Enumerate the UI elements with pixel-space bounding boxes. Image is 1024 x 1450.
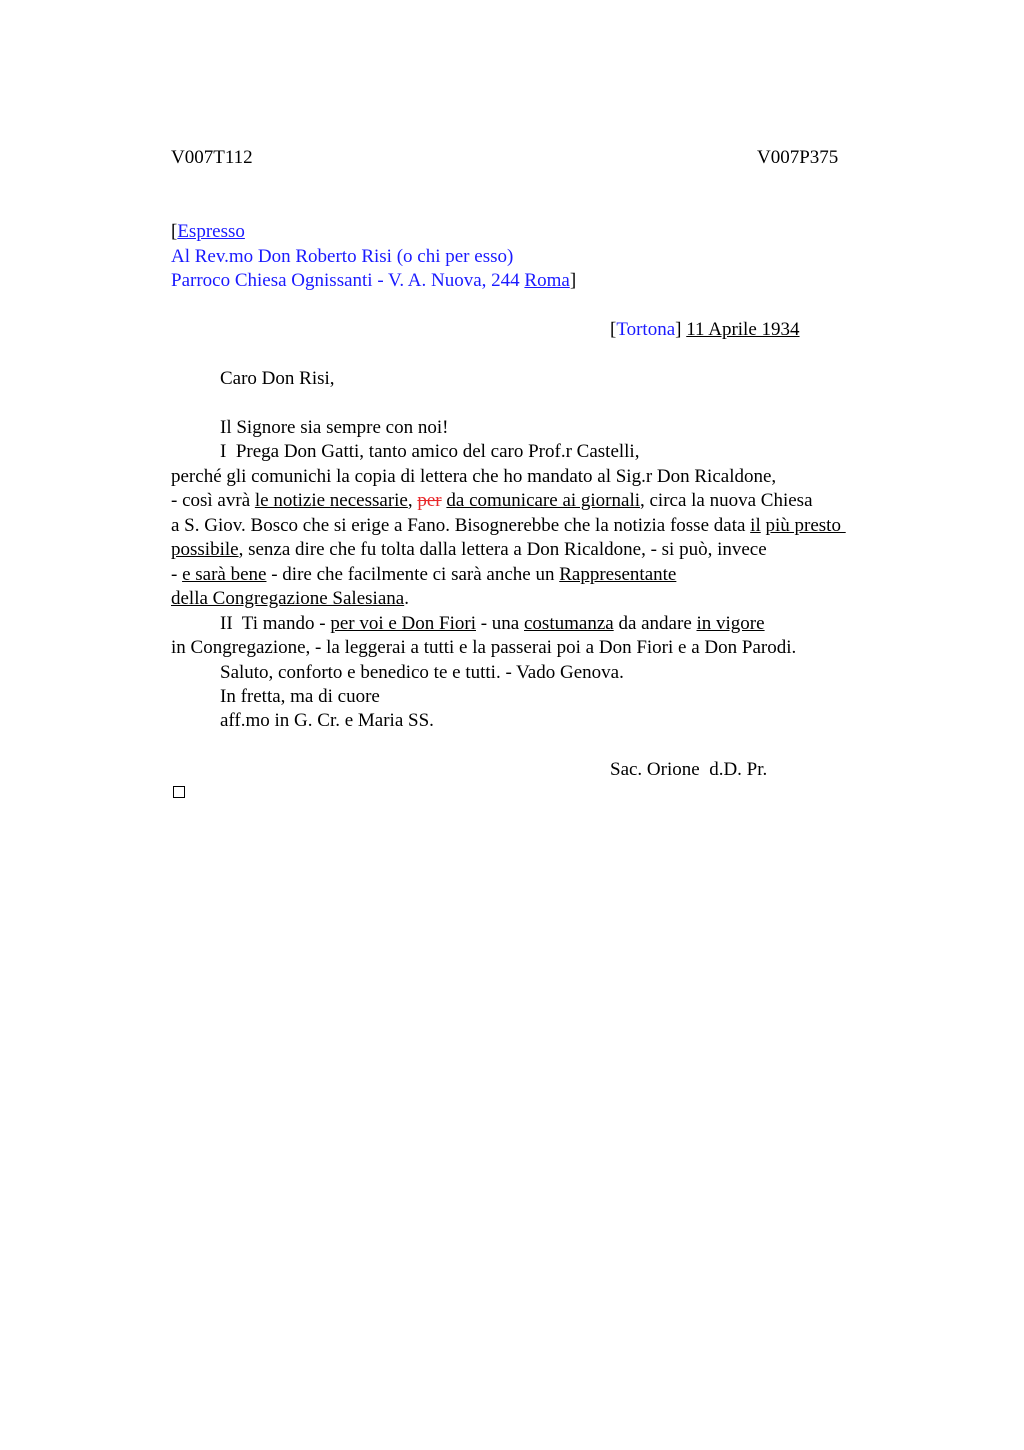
body-line-13: aff.mo in G. Cr. e Maria SS.: [220, 710, 434, 731]
underlined-phrase: costumanza: [524, 613, 614, 634]
body-line-4-text: - così avrà: [171, 490, 255, 511]
underlined-phrase: Rappresentante: [559, 564, 677, 585]
dateline-place: Tortona: [616, 319, 676, 340]
header-right-code: V007P375: [757, 147, 839, 168]
body-line-3: perché gli comunichi la copia di lettera che ho mandato al Sig.r Don Ricaldone,: [171, 466, 777, 487]
body-line-8: [171, 587, 409, 611]
body-line-6-text: , senza dire che fu tolta dalla lettera a Don Ricaldone, - si può, invece: [238, 539, 767, 560]
address-espresso: Espresso: [177, 221, 245, 242]
address-line-2: Al Rev.mo Don Roberto Risi (o chi per esso): [171, 246, 514, 267]
dateline-close-bracket: ]: [675, 319, 682, 340]
underlined-phrase: della Congregazione Salesiana: [171, 588, 405, 609]
body-line-9-text: - una: [475, 613, 524, 634]
address-city: Roma: [524, 270, 570, 291]
body-line-4-text: ,: [407, 490, 418, 511]
address-open-bracket: [: [171, 221, 178, 242]
salutation: Caro Don Risi,: [220, 368, 335, 389]
body-line-9-text: da andare: [613, 613, 697, 634]
address-parish: Parroco Chiesa Ognissanti - V. A. Nuova, 244: [171, 270, 525, 291]
underlined-phrase: e sarà bene: [182, 564, 267, 585]
underlined-phrase: il: [750, 515, 761, 536]
body-line-11: Saluto, conforto e benedico te e tutti. - Vado Genova.: [220, 662, 624, 683]
underlined-phrase: da comunicare ai giornali: [446, 490, 640, 511]
body-line-12: In fretta, ma di cuore: [220, 686, 380, 707]
header-left-code: V007T112: [171, 147, 253, 168]
body-line-8-text: .: [404, 588, 409, 609]
body-line-7-text: - dire che facilmente ci sarà anche un: [266, 564, 560, 585]
body-line-2: I Prega Don Gatti, tanto amico del caro Prof.r Castelli,: [220, 441, 640, 462]
underlined-phrase: per voi e Don Fiori: [330, 613, 476, 634]
address-close-bracket: ]: [569, 270, 577, 291]
underlined-phrase: in vigore: [696, 613, 765, 634]
underlined-phrase: più presto: [765, 515, 846, 536]
body-line-4: [171, 489, 813, 513]
signature: Sac. Orione d.D. Pr.: [610, 759, 768, 780]
body-line-10: in Congregazione, - la leggerai a tutti e la passerai poi a Don Fiori e a Don Parodi.: [171, 637, 797, 658]
address-line-3: [171, 269, 576, 293]
body-line-6: [171, 538, 767, 562]
body-line-5-text: a S. Giov. Bosco che si erige a Fano. Bisognerebbe che la notizia fosse data: [171, 515, 751, 536]
underlined-phrase: possibile: [171, 539, 239, 560]
body-line-4-text: , circa la nuova Chiesa: [640, 490, 813, 511]
body-line-7-text: -: [171, 564, 183, 585]
body-line-1: Il Signore sia sempre con noi!: [220, 417, 449, 438]
body-line-9-text: II Ti mando -: [220, 613, 331, 634]
underlined-phrase: le notizie necessarie: [254, 490, 408, 511]
deleted-word: per: [417, 490, 442, 511]
body-line-7: [171, 563, 676, 587]
address-line-1: [171, 220, 245, 244]
dateline-open-bracket: [: [610, 319, 617, 340]
dateline: [610, 318, 800, 342]
body-line-9: [220, 612, 765, 636]
body-line-5: [171, 514, 846, 538]
dateline-date: 11 Aprile 1934: [686, 319, 800, 340]
end-marker-box-icon: [173, 786, 185, 798]
